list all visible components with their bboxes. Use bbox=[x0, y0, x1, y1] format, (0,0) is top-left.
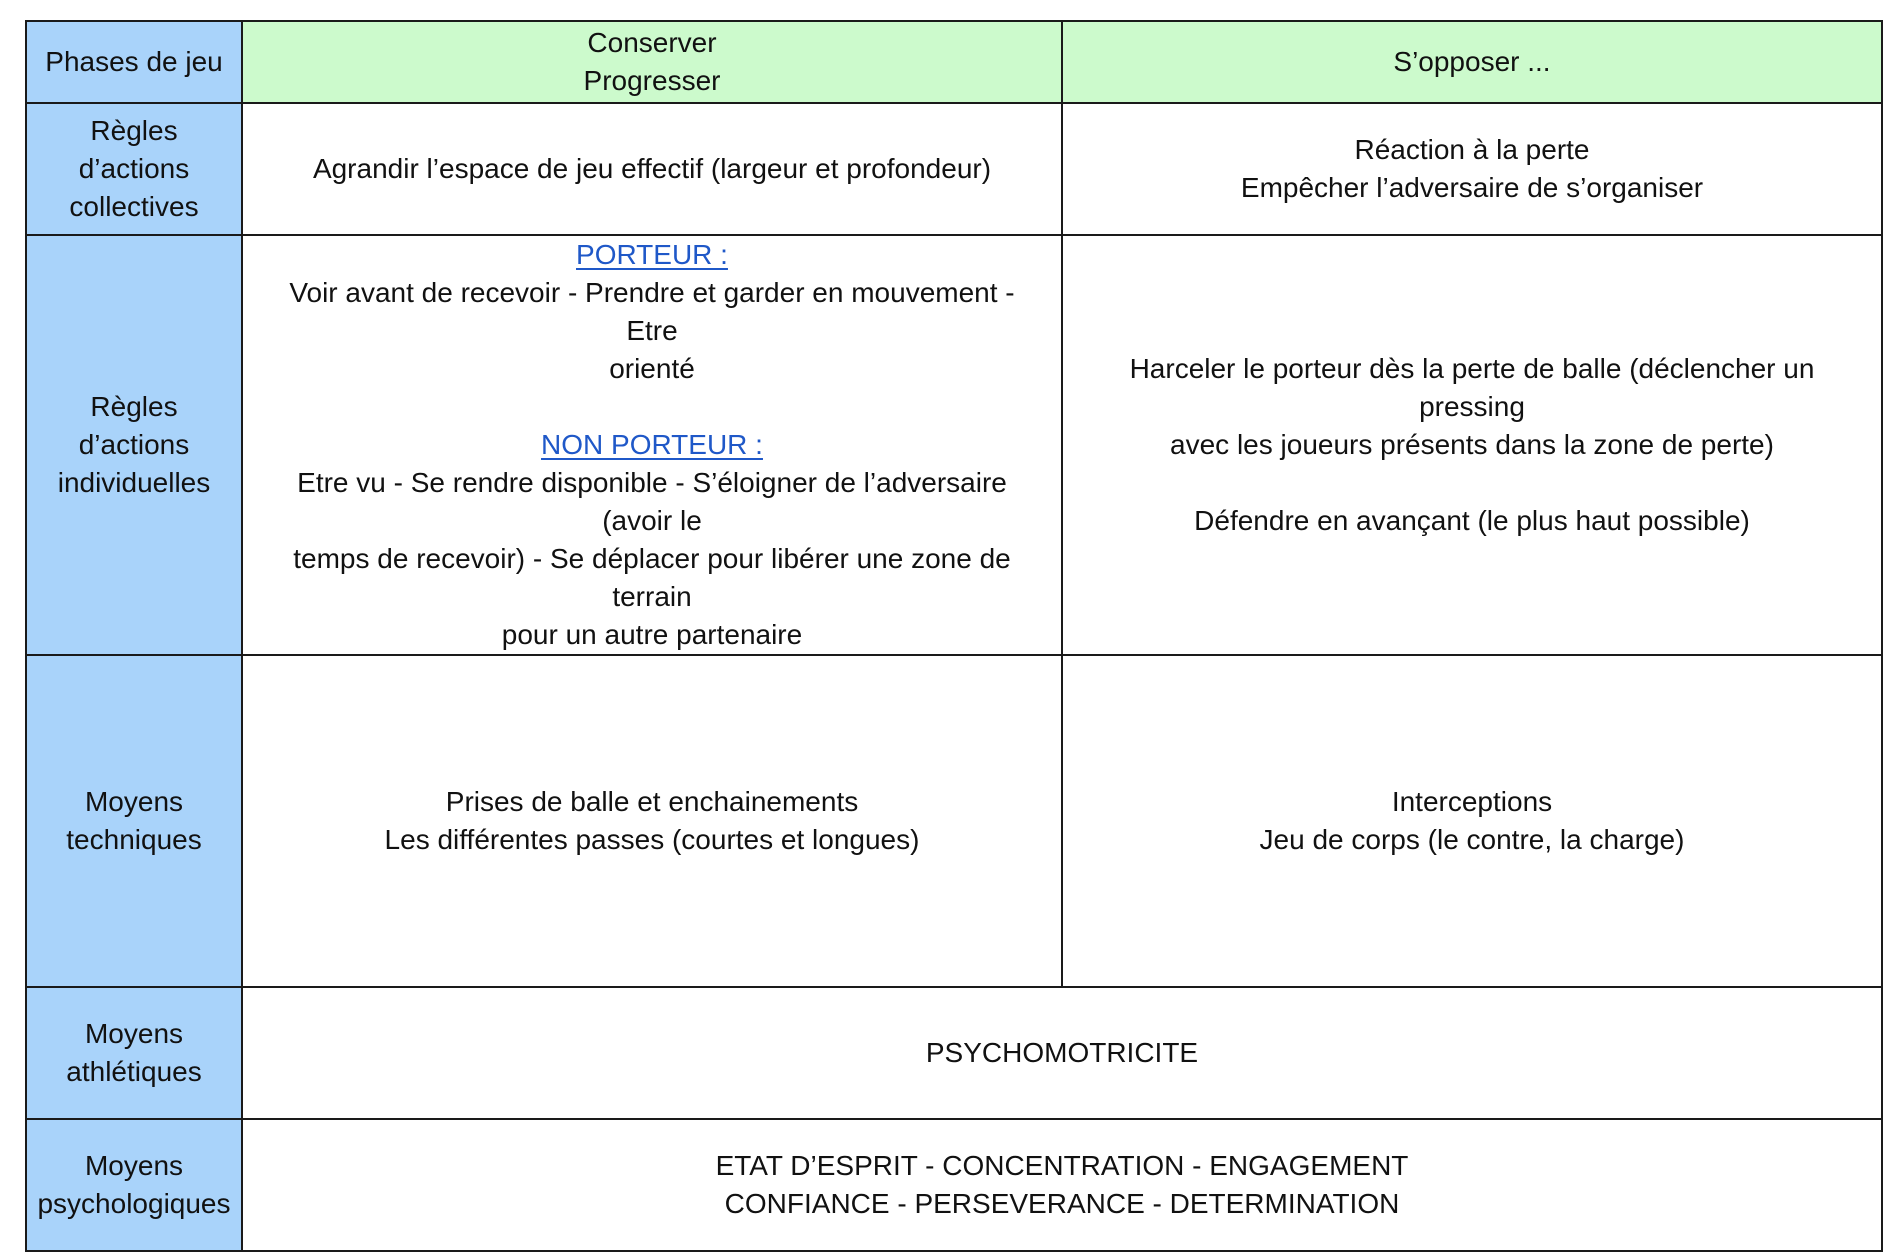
table-row bbox=[26, 235, 1882, 655]
row-label-line: individuelles bbox=[57, 467, 211, 498]
sopposer-label: S’opposer ... bbox=[1393, 46, 1551, 77]
porteur-link[interactable]: PORTEUR : bbox=[576, 239, 728, 270]
row-header-collective-rules bbox=[26, 103, 242, 235]
cell-text-line: ETAT D’ESPRIT - CONCENTRATION - ENGAGEMENT bbox=[715, 1150, 1409, 1181]
row-label-line: Moyens bbox=[84, 786, 184, 817]
cell-text-line: Les différentes passes (courtes et longues) bbox=[384, 824, 920, 855]
cell-text-line: Réaction à la perte bbox=[1354, 134, 1590, 165]
cell-text-line: temps de recevoir) - Se déplacer pour libérer une zone de terrain bbox=[293, 543, 1011, 612]
psychological-merged-cell bbox=[242, 1119, 1882, 1251]
conserver-label: Conserver bbox=[587, 27, 717, 58]
row-header-individual-rules bbox=[26, 235, 242, 655]
row-label-line: d’actions bbox=[78, 153, 190, 184]
row-header-technical bbox=[26, 655, 242, 987]
row-label-line: techniques bbox=[66, 824, 202, 855]
phases-header-cell bbox=[26, 21, 242, 103]
row-header-athletic bbox=[26, 987, 242, 1119]
row-label-line: d’actions bbox=[78, 429, 190, 460]
row-label-line: psychologiques bbox=[37, 1188, 231, 1219]
row-label-line: athlétiques bbox=[66, 1056, 202, 1087]
table-row bbox=[26, 1119, 1882, 1251]
cell-text-line: Interceptions bbox=[1391, 786, 1553, 817]
cell-text-line: PSYCHOMOTRICITE bbox=[925, 1037, 1199, 1068]
cell-text-line: Voir avant de recevoir - Prendre et garder en mouvement - Etre bbox=[289, 277, 1015, 346]
athletic-merged-cell bbox=[242, 987, 1882, 1119]
non-porteur-link[interactable]: NON PORTEUR : bbox=[541, 429, 763, 460]
cell-text-line: avec les joueurs présents dans la zone de perte) bbox=[1170, 429, 1774, 460]
row-label-line: Règles bbox=[90, 391, 178, 422]
individual-rules-attack-cell bbox=[242, 235, 1062, 655]
conserver-header-cell bbox=[242, 21, 1062, 103]
technical-defense-cell bbox=[1062, 655, 1882, 987]
cell-text-line: Prises de balle et enchainements bbox=[445, 786, 859, 817]
cell-text-line: Jeu de corps (le contre, la charge) bbox=[1259, 824, 1685, 855]
cell-text-line: Défendre en avançant (le plus haut possible) bbox=[1194, 505, 1750, 536]
technical-attack-cell bbox=[242, 655, 1062, 987]
individual-rules-defense-cell bbox=[1062, 235, 1882, 655]
table-row bbox=[26, 987, 1882, 1119]
row-label-line: Règles bbox=[90, 115, 178, 146]
game-phases-table bbox=[25, 20, 1883, 1252]
table-row bbox=[26, 103, 1882, 235]
table-row bbox=[26, 655, 1882, 987]
cell-text-line: Empêcher l’adversaire de s’organiser bbox=[1240, 172, 1704, 203]
cell-text-line: Harceler le porteur dès la perte de balle (déclencher un pressing bbox=[1129, 353, 1815, 422]
collective-rules-attack-cell bbox=[242, 103, 1062, 235]
cell-text-line: Agrandir l’espace de jeu effectif (largeur et profondeur) bbox=[312, 153, 992, 184]
paragraph-gap bbox=[261, 388, 1043, 426]
header-row bbox=[26, 21, 1882, 103]
row-label-line: Moyens bbox=[84, 1018, 184, 1049]
cell-text-line: Etre vu - Se rendre disponible - S’éloigner de l’adversaire (avoir le bbox=[297, 467, 1007, 536]
row-header-psychological bbox=[26, 1119, 242, 1251]
row-label-line: Moyens bbox=[84, 1150, 184, 1181]
cell-text-line: pour un autre partenaire bbox=[501, 619, 803, 650]
cell-text-line: orienté bbox=[609, 353, 695, 384]
phases-header-label: Phases de jeu bbox=[45, 46, 223, 77]
collective-rules-defense-cell bbox=[1062, 103, 1882, 235]
progresser-label: Progresser bbox=[583, 65, 721, 96]
row-label-line: collectives bbox=[69, 191, 199, 222]
sopposer-header-cell bbox=[1062, 21, 1882, 103]
paragraph-gap bbox=[1081, 464, 1863, 502]
cell-text-line: CONFIANCE - PERSEVERANCE - DETERMINATION bbox=[724, 1188, 1400, 1219]
